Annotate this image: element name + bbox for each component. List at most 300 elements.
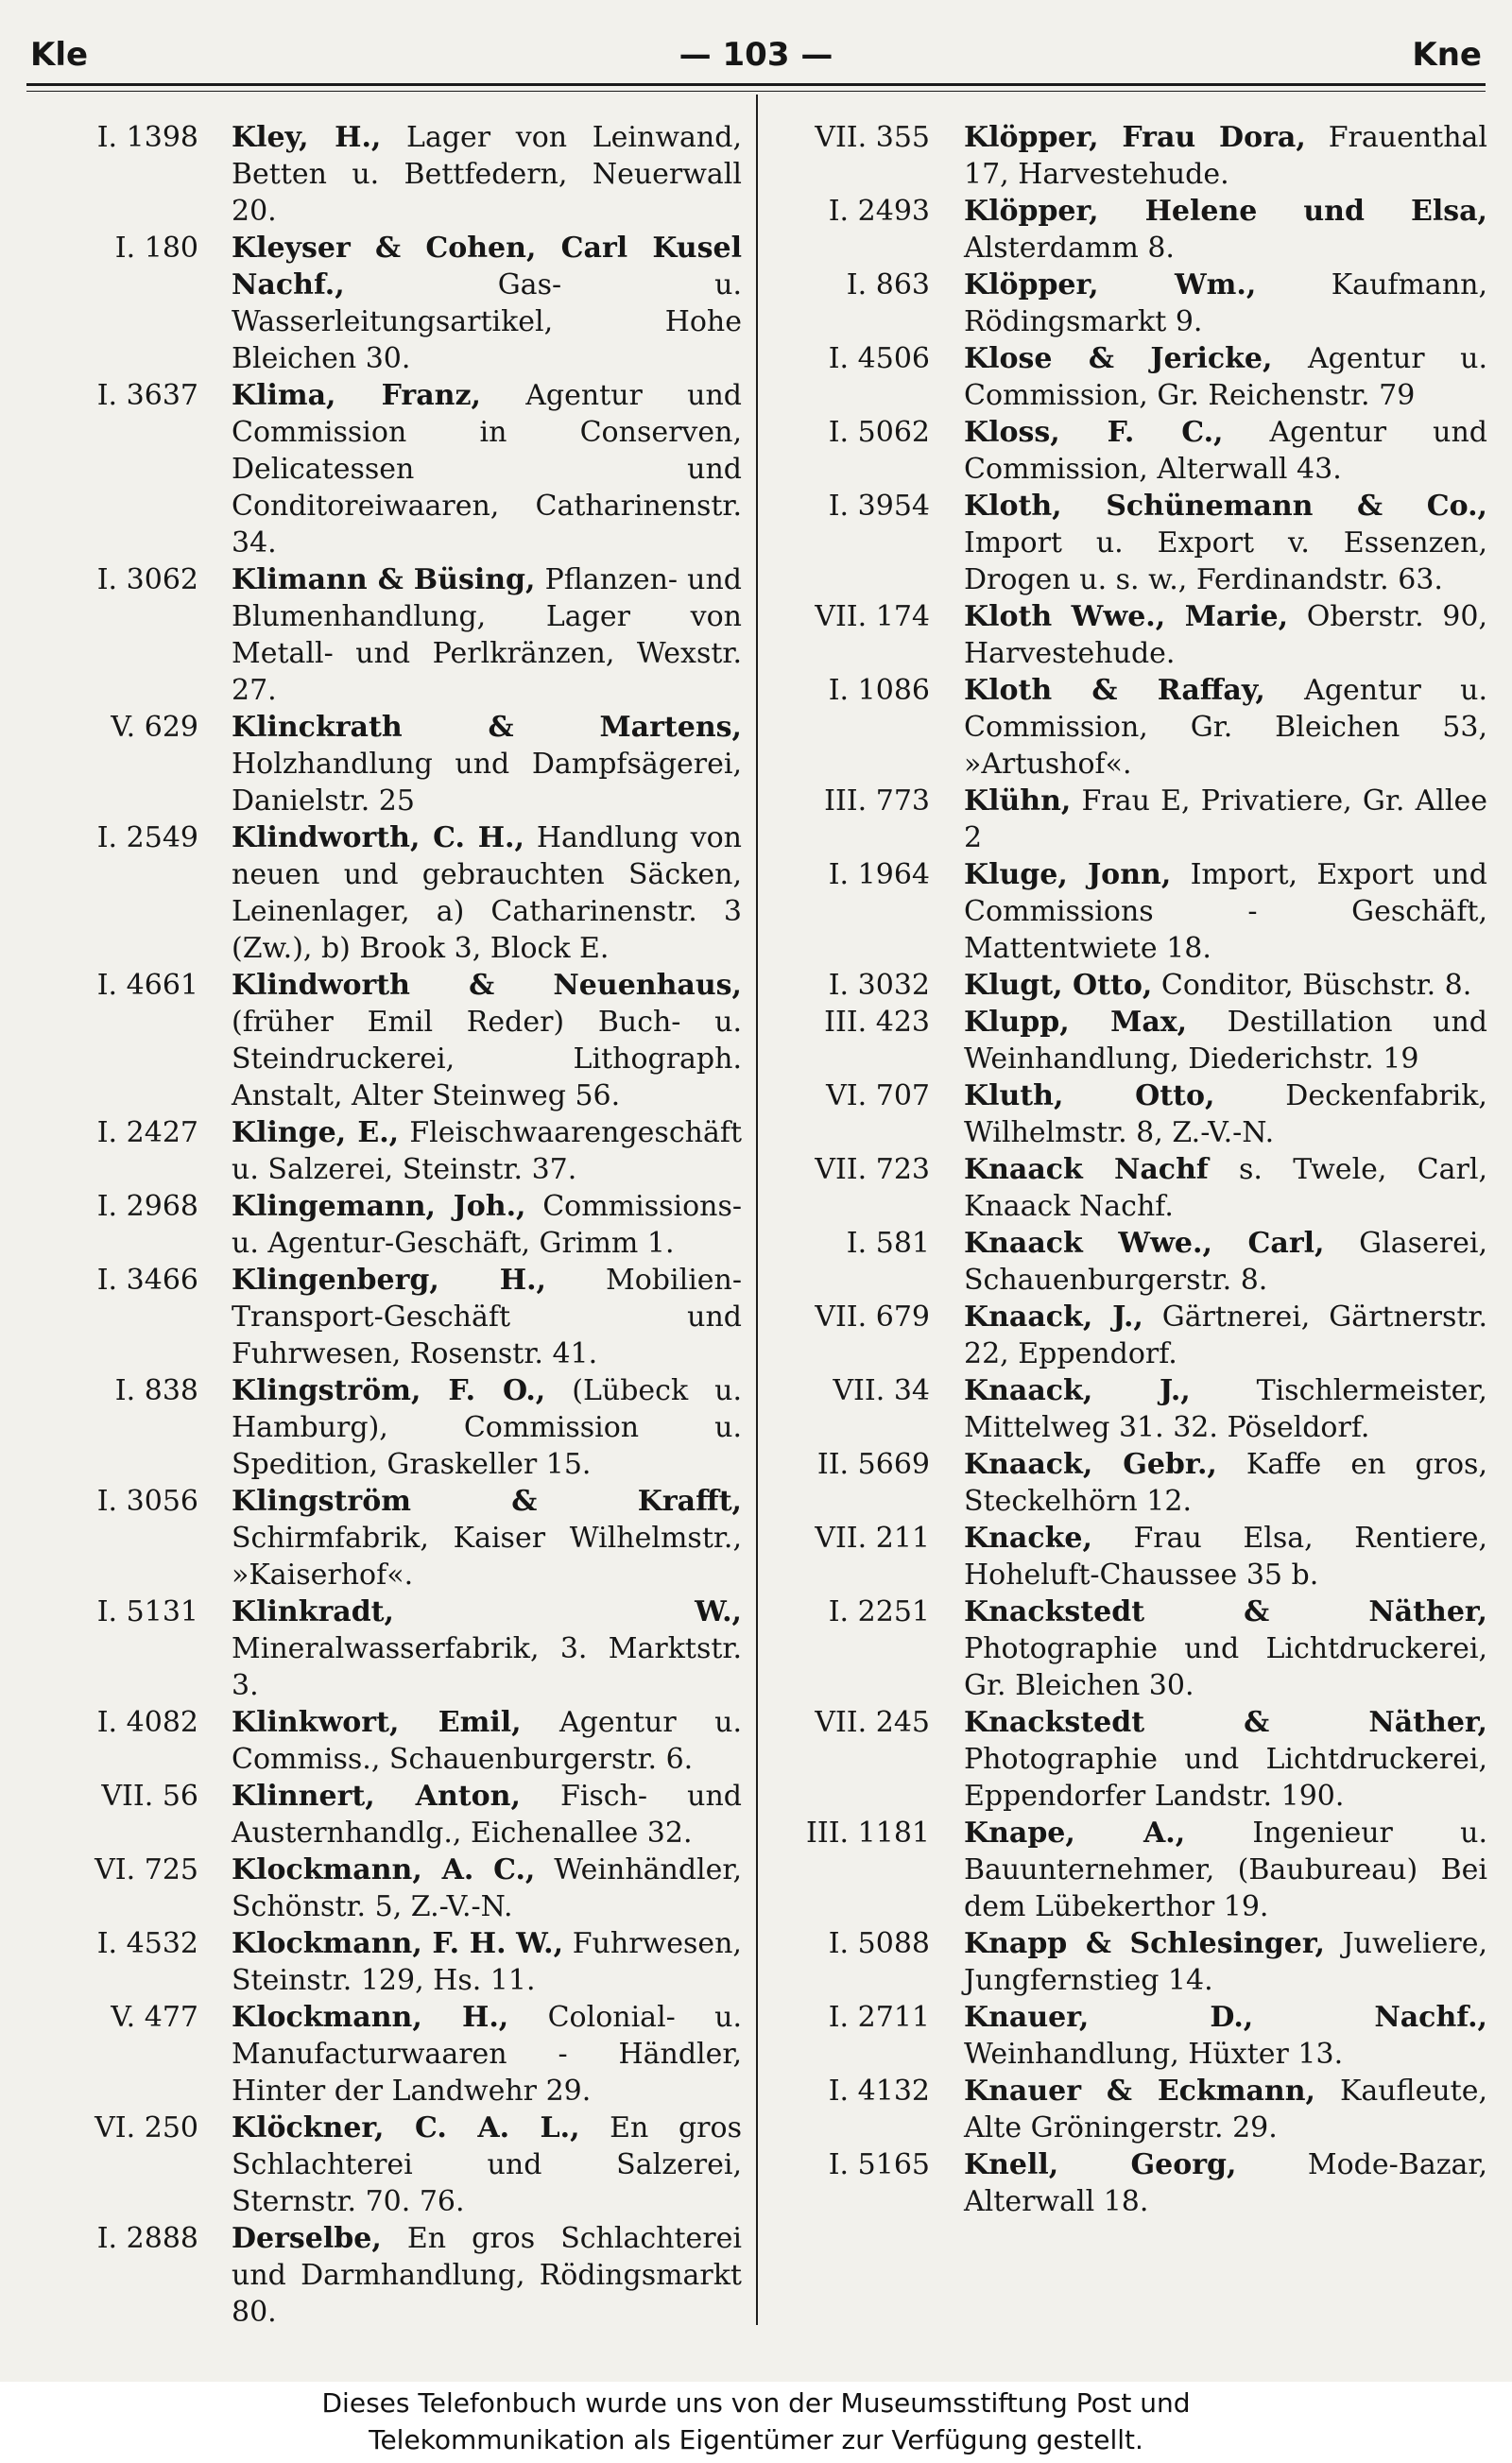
phone-number (767, 414, 930, 451)
phone-number (28, 1852, 198, 1888)
directory-entry (28, 1778, 742, 1852)
header-rule-thin (26, 91, 1486, 92)
subscriber-details: Agentur und Commission in Conserven, Delicatessen und Conditoreiwaaren, Catharinenstr. 34. (232, 379, 742, 560)
subscriber-details: Frau Elsa, Rentiere, Hoheluft-Chaussee 35 b. (964, 1522, 1487, 1592)
phone-number (767, 119, 930, 156)
subscriber-details: Pflanzen- und Blumenhandlung, Lager von Metall- und Perlkränzen, Wexstr. 27. (232, 563, 742, 707)
exchange-code: VII. (815, 600, 868, 633)
phone-number (28, 967, 198, 1004)
subscriber-details: Photographie und Lichtdruckerei, Gr. Bleichen 30. (964, 1632, 1487, 1702)
entry-text (232, 1114, 742, 1188)
phone-number (28, 2220, 198, 2257)
subscriber-details: s. Twele, Carl, Knaack Nachf. (964, 1153, 1487, 1223)
entry-text (964, 1372, 1487, 1446)
phone-number (767, 1925, 930, 1962)
subscriber-name: Klimann & Büsing, (232, 563, 536, 596)
subscriber-name: Knaack, J., (964, 1374, 1191, 1407)
line-number: 3062 (126, 563, 198, 596)
directory-entry (28, 967, 742, 1114)
directory-entry (767, 1372, 1487, 1446)
subscriber-name: Klindworth & Neuenhaus, (232, 969, 742, 1002)
subscriber-details: Commissions- u. Agentur-Geschäft, Grimm 1. (232, 1190, 742, 1260)
subscriber-details: Kaffe en gros, Steckelhörn 12. (964, 1448, 1487, 1518)
page-header (26, 28, 1486, 85)
subscriber-name: Klöpper, Frau Dora, (964, 121, 1306, 154)
directory-entry (28, 1852, 742, 1925)
phone-number (767, 1815, 930, 1852)
exchange-code: I. (828, 969, 850, 1002)
entry-text (232, 1188, 742, 1262)
header-end-keyword: Kne (1412, 36, 1482, 74)
subscriber-details: Weinhandlung, Hüxter 13. (964, 2038, 1344, 2071)
phone-number (767, 783, 930, 819)
subscriber-name: Klingemann, Joh., (232, 1190, 526, 1223)
directory-entry (28, 2110, 742, 2220)
phone-number (28, 1999, 198, 2036)
directory-entry (28, 1372, 742, 1483)
entry-text (232, 709, 742, 819)
directory-entry (28, 119, 742, 230)
line-number: 3954 (857, 490, 930, 523)
directory-entry (28, 1704, 742, 1778)
exchange-code: V. (111, 711, 136, 744)
subscriber-name: Kloss, F. C., (964, 416, 1224, 449)
subscriber-name: Kluge, Jonn, (964, 858, 1172, 891)
line-number: 725 (144, 1853, 198, 1886)
line-number: 2888 (126, 2222, 198, 2255)
subscriber-name: Knackstedt & Näther, (964, 1706, 1487, 1739)
directory-entry (767, 1704, 1487, 1815)
line-number: 2251 (857, 1595, 930, 1628)
exchange-code: I. (846, 268, 868, 301)
directory-entry (28, 819, 742, 967)
exchange-code: III. (824, 1006, 868, 1039)
exchange-code: I. (96, 121, 118, 154)
exchange-code: I. (96, 1190, 118, 1223)
line-number: 180 (144, 232, 198, 265)
entry-text (232, 1483, 742, 1593)
directory-entry (28, 1593, 742, 1704)
line-number: 723 (875, 1153, 930, 1186)
line-number: 1964 (857, 858, 930, 891)
subscriber-name: Knapp & Schlesinger, (964, 1927, 1325, 1960)
entry-text (964, 1004, 1487, 1077)
subscriber-name: Kleyser & Cohen, Carl Kusel Nachf., (232, 232, 742, 301)
exchange-code: VII. (815, 1153, 868, 1186)
exchange-code: I. (96, 969, 118, 1002)
subscriber-details: Tischlermeister, Mittelweg 31. 32. Pöseldorf. (964, 1374, 1487, 1444)
entry-text (232, 119, 742, 230)
left-column (28, 119, 742, 2331)
subscriber-name: Klupp, Max, (964, 1006, 1188, 1039)
page-number: — 103 — (679, 36, 833, 74)
phone-number (767, 1593, 930, 1630)
directory-entry (28, 2220, 742, 2331)
entry-text (964, 1593, 1487, 1704)
phone-number (767, 967, 930, 1004)
phone-number (767, 1446, 930, 1483)
entry-text (232, 2220, 742, 2331)
header-rule-thick (26, 83, 1486, 86)
line-number: 174 (875, 600, 930, 633)
entry-text (964, 1225, 1487, 1299)
entry-text (964, 1077, 1487, 1151)
line-number: 5088 (857, 1927, 930, 1960)
line-number: 5669 (857, 1448, 930, 1481)
entry-text (964, 2073, 1487, 2146)
exchange-code: I. (846, 1227, 868, 1260)
directory-entry (767, 2073, 1487, 2146)
phone-number (767, 598, 930, 635)
line-number: 2968 (126, 1190, 198, 1223)
entry-text (964, 1999, 1487, 2073)
subscriber-name: Knell, Georg, (964, 2148, 1237, 2181)
entry-text (232, 1262, 742, 1372)
line-number: 5165 (857, 2148, 930, 2181)
directory-entry (767, 1815, 1487, 1925)
exchange-code: V. (111, 2001, 136, 2034)
subscriber-name: Klöpper, Wm., (964, 268, 1257, 301)
subscriber-name: Derselbe, (232, 2222, 382, 2255)
subscriber-name: Knackstedt & Näther, (964, 1595, 1487, 1628)
phone-number (767, 193, 930, 230)
subscriber-name: Klinkradt, W., (232, 1595, 742, 1628)
entry-text (232, 230, 742, 377)
subscriber-details: Destillation und Weinhandlung, Diederichstr. 19 (964, 1006, 1487, 1076)
subscriber-name: Kloth & Raffay, (964, 674, 1265, 707)
exchange-code: I. (828, 1927, 850, 1960)
line-number: 211 (875, 1522, 930, 1555)
phone-number (767, 1225, 930, 1262)
directory-entry (767, 414, 1487, 488)
subscriber-details: Juweliere, Jungfernstieg 14. (964, 1927, 1487, 1997)
exchange-code: I. (114, 232, 136, 265)
line-number: 4082 (126, 1706, 198, 1739)
subscriber-details: Mobilien-Transport-Geschäft und Fuhrwesen, Rosenstr. 41. (232, 1264, 742, 1370)
subscriber-details: Glaserei, Schauenburgerstr. 8. (964, 1227, 1487, 1297)
phone-number (28, 1262, 198, 1299)
line-number: 245 (875, 1706, 930, 1739)
subscriber-details: Deckenfabrik, Wilhelmstr. 8, Z.-V.-N. (964, 1079, 1487, 1149)
exchange-code: III. (806, 1817, 850, 1850)
exchange-code: I. (828, 490, 850, 523)
entry-text (964, 2146, 1487, 2220)
directory-entry (28, 377, 742, 561)
exchange-code: VII. (815, 121, 868, 154)
subscriber-name: Klingström, F. O., (232, 1374, 546, 1407)
line-number: 3056 (126, 1485, 198, 1518)
directory-entry (28, 709, 742, 819)
exchange-code: I. (114, 1374, 136, 1407)
subscriber-name: Klockmann, H., (232, 2001, 509, 2034)
subscriber-name: Klockmann, A. C., (232, 1853, 536, 1886)
line-number: 5062 (857, 416, 930, 449)
exchange-code: III. (824, 784, 868, 818)
subscriber-name: Knaack Nachf (964, 1153, 1209, 1186)
phone-number (28, 561, 198, 598)
subscriber-details: Mode-Bazar, Alterwall 18. (964, 2148, 1487, 2218)
exchange-code: I. (96, 821, 118, 854)
right-column (767, 119, 1487, 2220)
subscriber-name: Knauer, D., Nachf., (964, 2001, 1487, 2034)
directory-entry (28, 1114, 742, 1188)
entry-text (232, 1925, 742, 1999)
entry-text (964, 1151, 1487, 1225)
entry-text (232, 1778, 742, 1852)
line-number: 2427 (126, 1116, 198, 1149)
exchange-code: VI. (94, 1853, 136, 1886)
directory-entry (28, 1999, 742, 2110)
subscriber-details: Colonial- u. Manufacturwaaren - Händler, Hinter der Landwehr 29. (232, 2001, 742, 2108)
phone-number (28, 1372, 198, 1409)
line-number: 863 (875, 268, 930, 301)
exchange-code: VII. (815, 1522, 868, 1555)
directory-entry (767, 488, 1487, 598)
subscriber-name: Klima, Franz, (232, 379, 481, 412)
line-number: 1086 (857, 674, 930, 707)
phone-number (28, 377, 198, 414)
phone-number (767, 1077, 930, 1114)
subscriber-details: En gros Schlachterei und Darmhandlung, Rödingsmarkt 80. (232, 2222, 742, 2329)
footer-line-2: Telekommunikation als Eigentümer zur Verfügung gestellt. (369, 2424, 1143, 2455)
entry-text (964, 340, 1487, 414)
directory-entry (767, 1077, 1487, 1151)
subscriber-details: Agentur u. Commission, Gr. Bleichen 53, »Artushof«. (964, 674, 1487, 781)
subscriber-name: Klühn, (964, 784, 1072, 818)
phone-number (767, 1999, 930, 2036)
subscriber-details: Agentur u. Commission, Gr. Reichenstr. 79 (964, 342, 1487, 412)
entry-text (964, 783, 1487, 856)
subscriber-name: Kloth Wwe., Marie, (964, 600, 1289, 633)
line-number: 679 (875, 1300, 930, 1334)
phone-number (28, 1925, 198, 1962)
directory-entry (28, 561, 742, 709)
subscriber-name: Klingström & Krafft, (232, 1485, 742, 1518)
entry-text (232, 561, 742, 709)
phone-number (28, 1778, 198, 1815)
directory-entry (767, 1999, 1487, 2073)
directory-entry (767, 1520, 1487, 1593)
exchange-code: VII. (833, 1374, 885, 1407)
column-divider (756, 95, 758, 2325)
footer-notice (0, 2382, 1512, 2463)
footer-line-1: Dieses Telefonbuch wurde uns von der Museumsstiftung Post und (321, 2387, 1191, 2419)
phone-number (28, 1704, 198, 1741)
phone-number (28, 2110, 198, 2146)
subscriber-name: Klöckner, C. A. L., (232, 2111, 580, 2144)
phone-number (767, 340, 930, 377)
entry-text (964, 267, 1487, 340)
phone-number (28, 1114, 198, 1151)
line-number: 581 (875, 1227, 930, 1260)
entry-text (964, 967, 1487, 1004)
line-number: 773 (875, 784, 930, 818)
subscriber-details: Photographie und Lichtdruckerei, Eppendorfer Landstr. 190. (964, 1743, 1487, 1813)
exchange-code: VI. (94, 2111, 136, 2144)
line-number: 4532 (126, 1927, 198, 1960)
directory-entry (767, 267, 1487, 340)
subscriber-name: Klingenberg, H., (232, 1264, 546, 1297)
subscriber-name: Klindworth, C. H., (232, 821, 524, 854)
entry-text (232, 967, 742, 1114)
exchange-code: I. (828, 2075, 850, 2108)
phone-number (767, 488, 930, 525)
subscriber-details: Schirmfabrik, Kaiser Wilhelmstr., »Kaiserhof«. (232, 1522, 742, 1592)
directory-entry (767, 2146, 1487, 2220)
subscriber-details: Kaufleute, Alte Gröningerstr. 29. (964, 2075, 1487, 2144)
subscriber-name: Klose & Jericke, (964, 342, 1273, 375)
directory-entry (767, 856, 1487, 967)
directory-entry (767, 1299, 1487, 1372)
directory-entry (767, 783, 1487, 856)
phone-number (767, 2073, 930, 2110)
directory-entry (767, 1925, 1487, 1999)
directory-entry (767, 598, 1487, 672)
subscriber-name: Kluth, Otto, (964, 1079, 1215, 1112)
subscriber-name: Knaack, Gebr., (964, 1448, 1217, 1481)
line-number: 2549 (126, 821, 198, 854)
phone-number (767, 1372, 930, 1409)
subscriber-name: Knaack Wwe., Carl, (964, 1227, 1325, 1260)
directory-entry (767, 1225, 1487, 1299)
line-number: 838 (144, 1374, 198, 1407)
directory-entry (767, 1593, 1487, 1704)
subscriber-name: Klinge, E., (232, 1116, 400, 1149)
phone-number (28, 819, 198, 856)
phone-number (767, 1520, 930, 1557)
subscriber-details: Agentur und Commission, Alterwall 43. (964, 416, 1487, 486)
line-number: 4661 (126, 969, 198, 1002)
entry-text (232, 1593, 742, 1704)
subscriber-details: Conditor, Büschstr. 8. (1160, 969, 1472, 1002)
entry-text (232, 1704, 742, 1778)
subscriber-details: Frauenthal 17, Harvestehude. (964, 121, 1487, 191)
directory-entry (28, 230, 742, 377)
phone-number (767, 672, 930, 709)
exchange-code: I. (96, 1116, 118, 1149)
phone-number (767, 1704, 930, 1741)
phone-number (767, 267, 930, 303)
line-number: 355 (875, 121, 930, 154)
entry-text (232, 377, 742, 561)
directory-entry (767, 967, 1487, 1004)
subscriber-name: Klöpper, Helene und Elsa, (964, 195, 1487, 228)
exchange-code: I. (828, 195, 850, 228)
directory-entry (28, 1262, 742, 1372)
exchange-code: I. (96, 1595, 118, 1628)
subscriber-details: Lager von Leinwand, Betten u. Bettfedern, Neuerwall 20. (232, 121, 742, 228)
subscriber-name: Knaack, J., (964, 1300, 1143, 1334)
line-number: 4506 (857, 342, 930, 375)
subscriber-name: Klinnert, Anton, (232, 1780, 521, 1813)
phone-number (767, 1299, 930, 1335)
exchange-code: I. (96, 1706, 118, 1739)
line-number: 34 (893, 1374, 930, 1407)
subscriber-details: Oberstr. 90, Harvestehude. (964, 600, 1487, 670)
line-number: 3637 (126, 379, 198, 412)
entry-text (964, 1299, 1487, 1372)
directory-entry (767, 1151, 1487, 1225)
entry-text (964, 488, 1487, 598)
line-number: 1398 (126, 121, 198, 154)
exchange-code: I. (828, 416, 850, 449)
phone-number (28, 230, 198, 267)
subscriber-details: Handlung von neuen und gebrauchten Säcken, Leinenlager, a) Catharinenstr. 3 (Zw.), b) Brook 3, Block E. (232, 821, 743, 965)
subscriber-details: Gas- u. Wasserleitungsartikel, Hohe Bleichen 30. (232, 268, 742, 375)
line-number: 629 (144, 711, 198, 744)
entry-text (964, 1704, 1487, 1815)
subscriber-name: Kloth, Schünemann & Co., (964, 490, 1487, 523)
line-number: 2493 (857, 195, 930, 228)
line-number: 4132 (857, 2075, 930, 2108)
subscriber-details: (früher Emil Reder) Buch- u. Steindruckerei, Lithograph. Anstalt, Alter Steinweg 56. (232, 1006, 742, 1112)
exchange-code: VII. (815, 1300, 868, 1334)
subscriber-details: Holzhandlung und Dampfsägerei, Danielstr. 25 (232, 748, 742, 818)
subscriber-name: Knape, A., (964, 1817, 1186, 1850)
header-start-keyword: Kle (30, 36, 89, 74)
subscriber-details: Fleischwaarengeschäft u. Salzerei, Steinstr. 37. (232, 1116, 742, 1186)
phone-number (767, 856, 930, 893)
subscriber-name: Knacke, (964, 1522, 1092, 1555)
phone-number (28, 1483, 198, 1520)
subscriber-name: Klockmann, F. H. W., (232, 1927, 564, 1960)
exchange-code: I. (828, 1595, 850, 1628)
subscriber-details: Fisch- und Austernhandlg., Eichenallee 32. (232, 1780, 743, 1850)
subscriber-details: Frau E, Privatiere, Gr. Allee 2 (964, 784, 1487, 854)
exchange-code: I. (96, 1927, 118, 1960)
subscriber-details: Agentur u. Commiss., Schauenburgerstr. 6. (232, 1706, 742, 1776)
directory-entry (767, 193, 1487, 267)
line-number: 2711 (857, 2001, 930, 2034)
exchange-code: VI. (826, 1079, 868, 1112)
subscriber-details: Alsterdamm 8. (964, 232, 1175, 265)
exchange-code: I. (96, 563, 118, 596)
directory-entry (28, 1188, 742, 1262)
subscriber-details: Import, Export und Commissions - Geschäft, Mattentwiete 18. (964, 858, 1487, 965)
entry-text (964, 193, 1487, 267)
entry-text (964, 672, 1487, 783)
phone-number (28, 709, 198, 746)
phone-number (767, 1004, 930, 1041)
line-number: 1181 (857, 1817, 930, 1850)
line-number: 477 (144, 2001, 198, 2034)
subscriber-details: Import u. Export v. Essenzen, Drogen u. s. w., Ferdinandstr. 63. (964, 526, 1487, 596)
exchange-code: I. (828, 2148, 850, 2181)
entry-text (964, 1925, 1487, 1999)
exchange-code: VII. (815, 1706, 868, 1739)
subscriber-name: Klinkwort, Emil, (232, 1706, 522, 1739)
subscriber-name: Kley, H., (232, 121, 382, 154)
line-number: 3032 (857, 969, 930, 1002)
subscriber-details: En gros Schlachterei und Salzerei, Sternstr. 70. 76. (232, 2111, 742, 2218)
phone-number (28, 1593, 198, 1630)
phone-number (28, 1188, 198, 1225)
phone-number (767, 1151, 930, 1188)
entry-text (964, 119, 1487, 193)
line-number: 56 (162, 1780, 198, 1813)
entry-text (964, 1446, 1487, 1520)
entry-text (964, 598, 1487, 672)
exchange-code: VII. (101, 1780, 154, 1813)
exchange-code: I. (96, 379, 118, 412)
entry-text (964, 414, 1487, 488)
entry-text (232, 1999, 742, 2110)
subscriber-details: Weinhändler, Schönstr. 5, Z.-V.-N. (232, 1853, 742, 1923)
entry-text (964, 856, 1487, 967)
entry-text (232, 2110, 742, 2220)
directory-entry (28, 1483, 742, 1593)
entry-text (964, 1815, 1487, 1925)
